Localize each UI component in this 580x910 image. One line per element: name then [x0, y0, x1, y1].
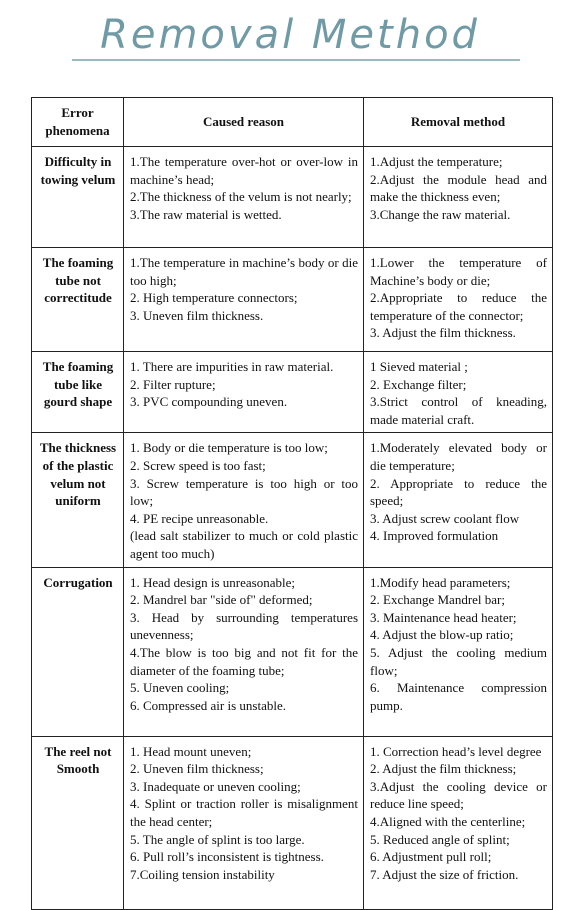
- caused-reason-line: 3. Inadequate or uneven cooling;: [130, 778, 301, 794]
- table-row: [32, 248, 553, 352]
- removal-method-line: 2. Adjust the film thickness;: [370, 761, 517, 777]
- removal-method-line: 3. Adjust screw coolant flow: [370, 510, 520, 526]
- caused-reason-cell: [124, 248, 364, 352]
- removal-method-cell: [364, 248, 553, 352]
- error-phenomenon-cell: Difficulty in towing velum: [32, 147, 124, 248]
- error-phenomenon-cell: Corrugation: [32, 567, 124, 736]
- removal-method-line: 2. Appropriate to reduce the speed;: [370, 475, 547, 509]
- caused-reason-line: 6. Pull roll’s inconsistent is tightness.: [130, 849, 324, 865]
- removal-method-line: 3. Adjust the film thickness.: [370, 325, 516, 341]
- removal-method-line: 1.Moderately elevated body or die temperature;: [370, 440, 547, 473]
- error-phenomenon-cell: The reel not Smooth: [32, 736, 124, 909]
- caused-reason-line: 2. Screw speed is too fast;: [130, 457, 266, 473]
- error-phenomenon-cell: The thickness of the plastic velum not uniform: [32, 433, 124, 567]
- caused-reason-line: 2. Filter rupture;: [130, 376, 216, 392]
- removal-method-line: 5. Adjust the cooling medium flow;: [370, 644, 547, 678]
- removal-method-line: 2. Exchange filter;: [370, 376, 467, 392]
- caused-reason-line: 2. Uneven film thickness;: [130, 761, 264, 777]
- removal-method-line: 6. Adjustment pull roll;: [370, 849, 492, 865]
- table-row: [32, 736, 553, 909]
- error-phenomenon-cell: The foaming tube not correctitude: [32, 248, 124, 352]
- caused-reason-line: 1.The temperature in machine’s body or die too high;: [130, 255, 358, 288]
- error-phenomenon-cell: The foaming tube like gourd shape: [32, 352, 124, 433]
- removal-method-line: 6. Maintenance compression pump.: [370, 680, 547, 713]
- removal-method-line: 1.Lower the temperature of Machine’s body or die;: [370, 255, 547, 288]
- removal-method-line: 2.Adjust the module head and make the thickness even;: [370, 171, 547, 205]
- caused-reason-line: (lead salt stabilizer to much or cold plastic agent too much): [130, 528, 358, 561]
- caused-reason-line: 3. PVC compounding uneven.: [130, 394, 288, 410]
- removal-method-line: 7. Adjust the size of friction.: [370, 866, 519, 882]
- caused-reason-line: 3.The raw material is wetted.: [130, 206, 282, 222]
- removal-method-line: 2.Appropriate to reduce the temperature of the connector;: [370, 290, 547, 323]
- removal-method-line: 3.Strict control of kneading, made material craft.: [370, 394, 547, 427]
- removal-method-line: 3.Change the raw material.: [370, 206, 511, 222]
- removal-method-line: 2. Exchange Mandrel bar;: [370, 592, 506, 608]
- caused-reason-cell: [124, 567, 364, 736]
- caused-reason-cell: [124, 147, 364, 248]
- title-underline: [72, 59, 520, 61]
- caused-reason-line: 3. Screw temperature is too high or too low;: [130, 475, 358, 509]
- caused-reason-line: 2.The thickness of the velum is not nearly;: [130, 189, 352, 205]
- removal-method-line: 3.Adjust the cooling device or reduce line speed;: [370, 778, 547, 812]
- removal-method-line: 5. Reduced angle of splint;: [370, 831, 510, 847]
- caused-reason-line: 3. Uneven film thickness.: [130, 307, 264, 323]
- page-title: Removal Method: [100, 12, 480, 58]
- caused-reason-line: 5. The angle of splint is too large.: [130, 831, 305, 847]
- caused-reason-cell: [124, 433, 364, 567]
- removal-method-line: 1.Adjust the temperature;: [370, 154, 503, 169]
- caused-reason-line: 7.Coiling tension instability: [130, 866, 275, 882]
- caused-reason-line: 1. Head design is unreasonable;: [130, 574, 295, 590]
- table-row: [32, 567, 553, 736]
- removal-method-line: 3. Maintenance head heater;: [370, 609, 517, 625]
- caused-reason-line: 1. Body or die temperature is too low;: [130, 440, 328, 456]
- caused-reason-line: 4. PE recipe unreasonable.: [130, 510, 269, 526]
- caused-reason-line: 6. Compressed air is unstable.: [130, 697, 286, 713]
- title-area: [0, 0, 580, 70]
- removal-method-line: 1. Correction head’s level degree: [370, 743, 542, 759]
- removal-method-cell: [364, 147, 553, 248]
- table-row: [32, 352, 553, 433]
- header-error-phenomena: Error phenomena: [32, 98, 124, 147]
- removal-method-line: 4. Improved formulation: [370, 528, 499, 544]
- caused-reason-line: 4.The blow is too big and not fit for the diameter of the foaming tube;: [130, 644, 358, 678]
- caused-reason-line: 2. High temperature connectors;: [130, 290, 298, 306]
- removal-method-cell: [364, 736, 553, 909]
- header-removal-method: Removal method: [364, 98, 553, 147]
- removal-method-cell: [364, 433, 553, 567]
- caused-reason-line: 1.The temperature over-hot or over-low in machine’s head;: [130, 154, 358, 187]
- removal-method-line: 1 Sieved material ;: [370, 359, 468, 374]
- caused-reason-line: 1. There are impurities in raw material.: [130, 359, 334, 374]
- caused-reason-cell: [124, 736, 364, 909]
- removal-method-line: 4.Aligned with the centerline;: [370, 813, 526, 829]
- caused-reason-line: 1. Head mount uneven;: [130, 743, 252, 759]
- caused-reason-cell: [124, 352, 364, 433]
- removal-method-cell: [364, 352, 553, 433]
- caused-reason-line: 3. Head by surrounding temperatures unevenness;: [130, 609, 358, 643]
- caused-reason-line: 2. Mandrel bar "side of" deformed;: [130, 592, 313, 608]
- removal-method-cell: [364, 567, 553, 736]
- table-row: [32, 433, 553, 567]
- header-row: [32, 98, 553, 147]
- caused-reason-line: 4. Splint or traction roller is misalignment the head center;: [130, 796, 358, 829]
- caused-reason-line: 5. Uneven cooling;: [130, 680, 230, 696]
- table-row: [32, 147, 553, 248]
- removal-method-table: [31, 97, 553, 910]
- removal-method-line: 1.Modify head parameters;: [370, 574, 511, 590]
- removal-method-line: 4. Adjust the blow-up ratio;: [370, 627, 514, 643]
- header-caused-reason: Caused reason: [124, 98, 364, 147]
